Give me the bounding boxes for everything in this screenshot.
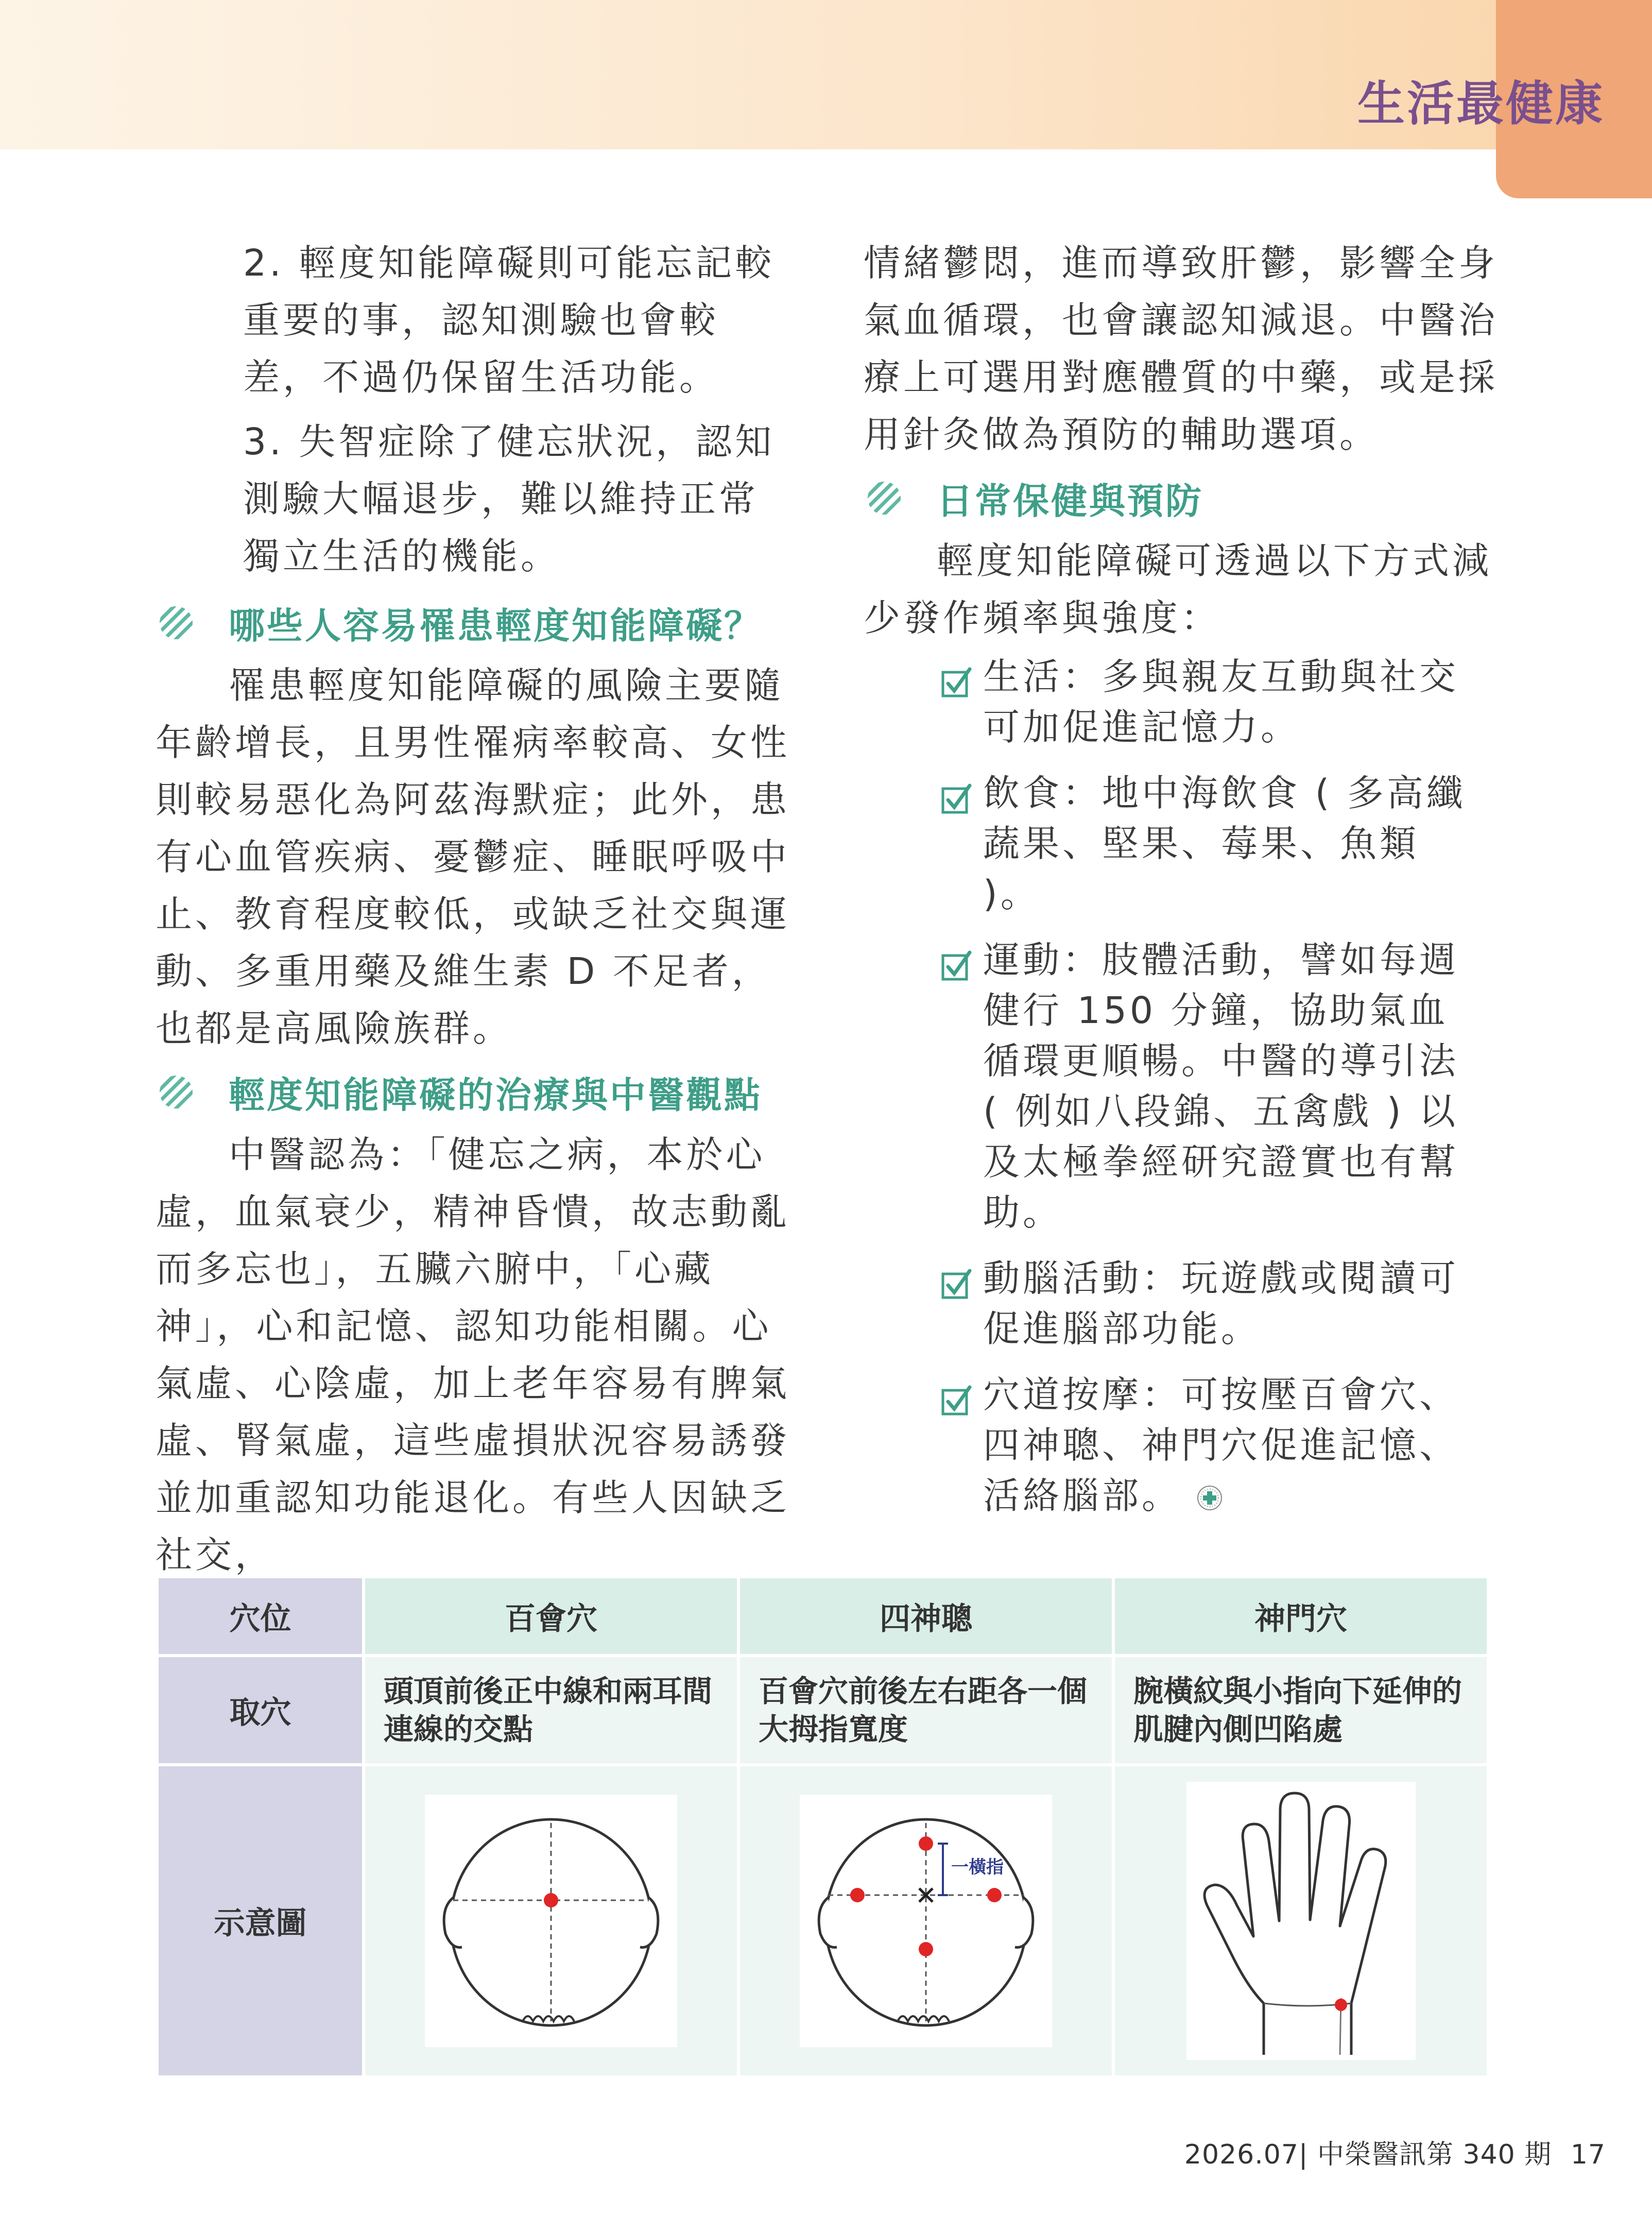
heading-prevention: 日常保健與預防 — [937, 480, 1203, 522]
paragraph-intro: 輕度知能障礙可透過以下方式減少發作頻率與強度： — [864, 539, 1492, 639]
list-item-3: 3. 失智症除了健忘狀況，認知測驗大幅退步，難以維持正常獨立生活的機能。 — [243, 420, 775, 577]
table-cell: 腕橫紋與小指向下延伸的肌腱內側凹陷處 — [1115, 1657, 1487, 1763]
column-header: 神門穴 — [1115, 1578, 1487, 1654]
table-cell — [1115, 1766, 1487, 2075]
list-item — [941, 652, 1498, 753]
hatched-circle-icon — [868, 482, 901, 515]
table-row — [159, 1578, 1487, 1654]
list-item — [941, 1370, 1498, 1521]
list-item — [941, 768, 1498, 919]
check-text-span: 穴道按摩：可按壓百會穴、四神聰、神門穴促進記憶、活絡腦部。 — [983, 1373, 1459, 1517]
right-column — [864, 234, 1498, 1537]
table-cell: 百會穴前後左右距各一個大拇指寬度 — [740, 1657, 1112, 1763]
checkbox-icon — [941, 1269, 972, 1300]
hand-palm-diagram — [1186, 1782, 1416, 2060]
section-heading — [156, 1061, 791, 1123]
section-heading — [156, 592, 791, 654]
section-heading — [864, 467, 1498, 529]
check-text: 運動：肢體活動，譬如每週健行 150 分鐘，協助氣血循環更順暢。中醫的導引法 ( 例如八段錦、五禽戲 ) 以及太極拳經研究證實也有幫助。 — [983, 939, 1459, 1234]
numbered-list — [156, 234, 791, 585]
checkbox-icon — [941, 950, 972, 981]
acupoint-table — [156, 1575, 1490, 2078]
row-header: 穴位 — [159, 1578, 362, 1654]
shenmen-point — [1335, 1999, 1347, 2011]
check-text — [983, 1370, 1488, 1521]
hatched-circle-icon — [160, 1076, 193, 1109]
list-item — [941, 1253, 1498, 1354]
column-header: 四神聰 — [740, 1578, 1112, 1654]
checkbox-icon — [941, 783, 972, 814]
checkbox-icon — [941, 667, 972, 698]
head-top-diagram — [800, 1795, 1052, 2047]
table-cell — [740, 1766, 1112, 2075]
heading-risk-groups: 哪些人容易罹患輕度知能障礙？ — [229, 604, 762, 647]
sishencong-point — [850, 1888, 865, 1902]
sishencong-point — [919, 1942, 933, 1956]
check-text: 生活：多與親友互動與社交可加促進記憶力。 — [983, 655, 1459, 748]
table-row — [159, 1657, 1487, 1763]
paragraph-continued: 情緒鬱悶，進而導致肝鬱，影響全身氣血循環，也會讓認知減退。中醫治療上可選用對應體質的中藥，或是採用針灸做為預防的輔助選項。 — [864, 242, 1499, 456]
row-header: 取穴 — [159, 1657, 362, 1763]
heading-tcm-view: 輕度知能障礙的治療與中醫觀點 — [229, 1074, 762, 1116]
issue-info: 2026.07| 中榮醫訊第 340 期 — [1184, 2139, 1552, 2170]
hospital-logo-icon — [1196, 1485, 1223, 1511]
sishencong-point — [987, 1888, 1002, 1902]
table-cell — [365, 1766, 737, 2075]
baihui-point — [544, 1893, 558, 1907]
hatched-circle-icon — [160, 606, 193, 639]
list-item — [941, 935, 1498, 1238]
checklist — [864, 652, 1498, 1521]
row-header: 示意圖 — [159, 1766, 362, 2075]
list-item-2: 2. 輕度知能障礙則可能忘記較重要的事，認知測驗也會較差，不過仍保留生活功能。 — [243, 242, 775, 399]
finger-width-label: 一橫指 — [951, 1857, 1004, 1878]
sishencong-point — [919, 1836, 933, 1851]
section-title: 生活最健康 — [1357, 76, 1605, 131]
column-header: 百會穴 — [365, 1578, 737, 1654]
checkbox-icon — [941, 1385, 972, 1416]
left-column — [156, 234, 791, 1583]
check-text: 飲食：地中海飲食 ( 多高纖蔬果、堅果、莓果、魚類 )。 — [983, 772, 1466, 915]
check-text: 動腦活動：玩遊戲或閱讀可促進腦部功能。 — [983, 1257, 1459, 1350]
paragraph-risk: 罹患輕度知能障礙的風險主要隨年齡增長，且男性罹病率較高、女性則較易惡化為阿茲海默症；此外，患有心血管疾病、憂鬱症、睡眠呼吸中止、教育程度較低，或缺乏社交與運動、多重用藥及維生素 D 不足者，也都是高風險族群。 — [156, 664, 790, 1050]
page-number: 17 — [1570, 2139, 1606, 2170]
table-cell: 頭頂前後正中線和兩耳間連線的交點 — [365, 1657, 737, 1763]
paragraph-tcm: 中醫認為：「健忘之病，本於心虛，血氣衰少，精神昏憒，故志動亂而多忘也」，五臟六腑中，「心藏神」，心和記憶、認知功能相關。心氣虛、心陰虛，加上老年容易有脾氣虛、腎氣虛，這些虛損狀況容易誘發並加重認知功能退化。有些人因缺乏社交， — [156, 1133, 790, 1576]
table-row — [159, 1766, 1487, 2075]
head-top-diagram — [425, 1795, 677, 2047]
page-footer — [1184, 2133, 1606, 2171]
